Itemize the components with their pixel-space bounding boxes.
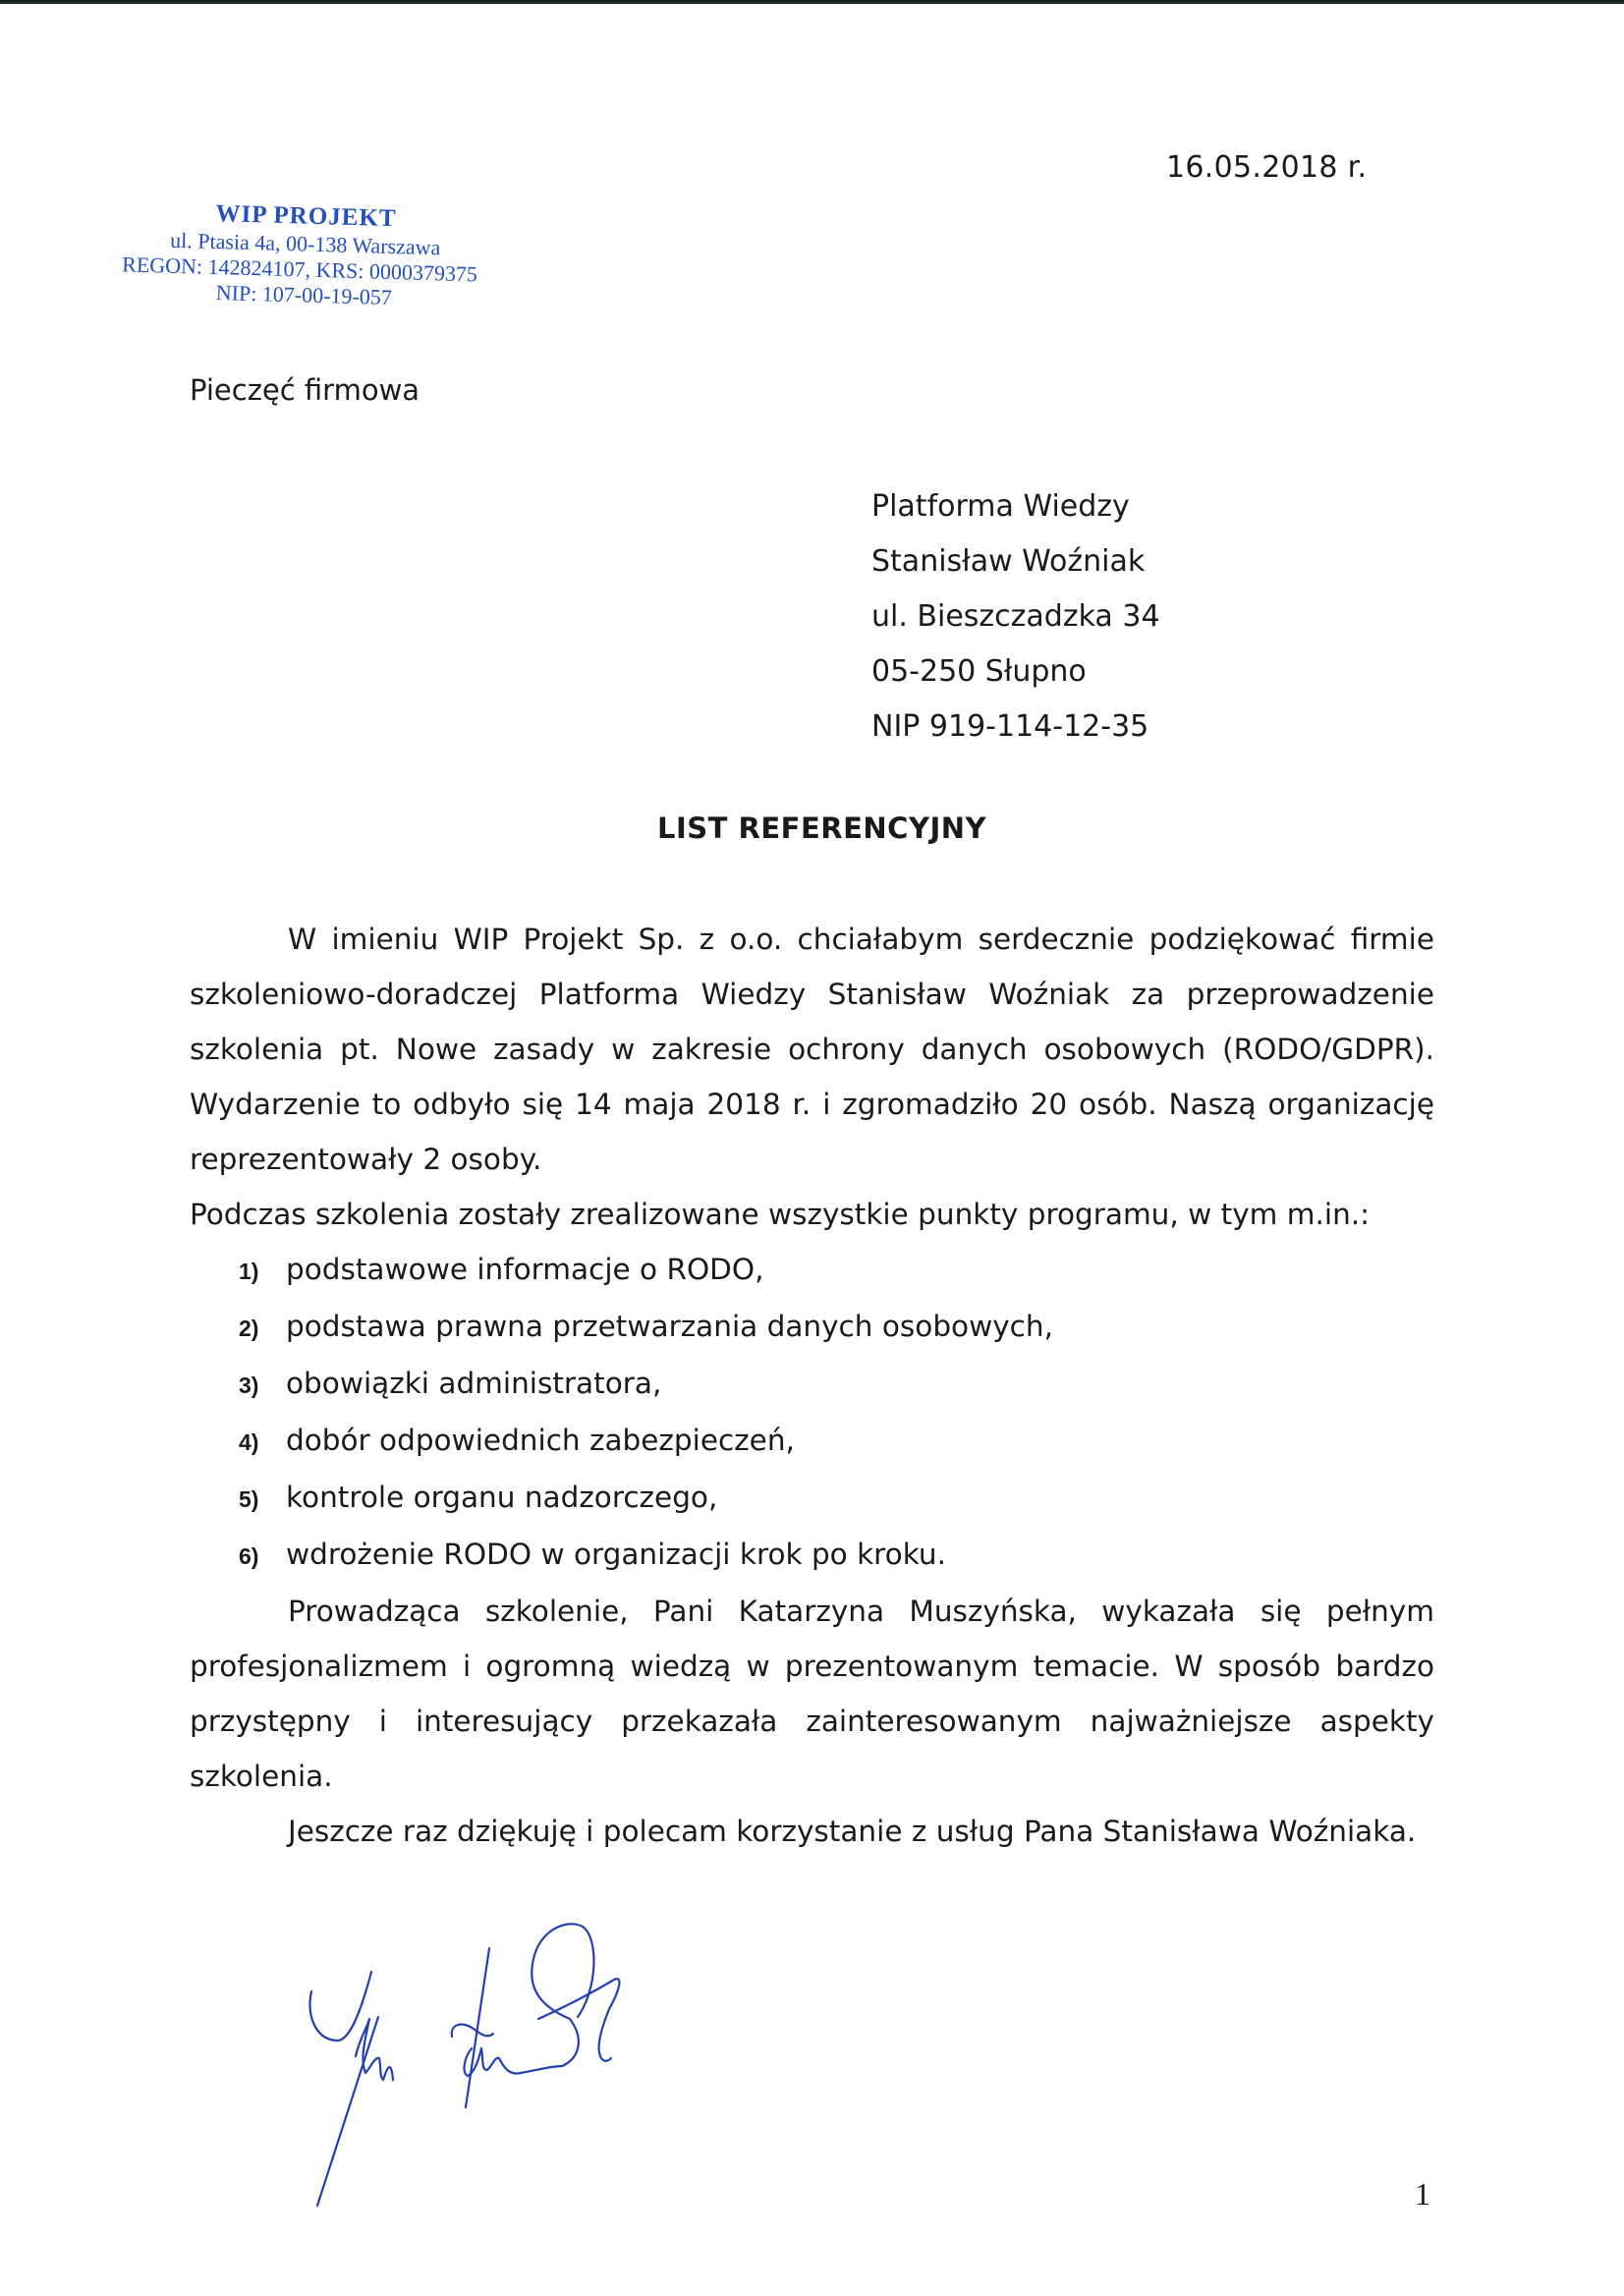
program-list xyxy=(190,1242,1434,1584)
list-item-number: 3) xyxy=(239,1372,259,1398)
document-title: LIST REFERENCYJNY xyxy=(656,812,987,845)
list-item-text: obowiązki administratora, xyxy=(286,1367,662,1400)
list-item-text: kontrole organu nadzorczego, xyxy=(286,1481,718,1514)
list-item-number: 4) xyxy=(239,1429,259,1455)
stamp-address: ul. Ptasia 4a, 00-138 Warszawa xyxy=(169,227,441,260)
recipient-address xyxy=(871,479,1160,755)
list-item-number: 6) xyxy=(239,1543,259,1569)
stamp-company-name: WIP PROJEKT xyxy=(215,200,397,233)
list-item-text: dobór odpowiednich zabezpieczeń, xyxy=(286,1424,795,1457)
paragraph-trainer: Prowadząca szkolenie, Pani Katarzyna Muszyńska, wykazała się pełnym profesjonalizmem i ogromną wiedzą w prezentowanym temacie. W sposób bardzo przystępny i interesujący przekazała zainteresowanym najważniejsze aspekty szkolenia. xyxy=(190,1595,1434,1793)
scan-edge xyxy=(0,0,1624,4)
handwritten-signature xyxy=(285,1901,678,2225)
recipient-line: Stanisław Woźniak xyxy=(871,544,1146,579)
stamp-nip: NIP: 107-00-19-057 xyxy=(215,280,393,310)
paragraph-intro: W imieniu WIP Projekt Sp. z o.o. chciałabym serdecznie podziękować firmie szkoleniowo-doradczej Platforma Wiedzy Stanisław Woźniak za przeprowadzenie szkolenia pt. Nowe zasady w zakresie ochrony danych osobowych (RODO/GDPR). Wydarzenie to odbyło się 14 maja 2018 r. i zgromadziło 20 osób. Naszą organizację reprezentowały 2 osoby. xyxy=(190,923,1434,1176)
list-item xyxy=(190,1356,1434,1413)
stamp-registry: REGON: 142824107, KRS: 0000379375 xyxy=(121,252,478,287)
letter-body xyxy=(190,912,1434,1859)
signature-icon xyxy=(285,1901,678,2225)
recipient-line: 05-250 Słupno xyxy=(871,654,1087,689)
recipient-line: ul. Bieszczadzka 34 xyxy=(871,599,1160,634)
letter-date: 16.05.2018 r. xyxy=(1166,150,1368,185)
company-stamp xyxy=(107,198,503,313)
recipient-line: Platforma Wiedzy xyxy=(871,489,1130,524)
list-item xyxy=(190,1527,1434,1584)
list-item-number: 5) xyxy=(239,1486,259,1512)
list-item-number: 1) xyxy=(239,1259,259,1284)
page-number: 1 xyxy=(1415,2176,1430,2212)
recipient-line: NIP 919-114-12-35 xyxy=(871,709,1149,744)
list-item-text: wdrożenie RODO w organizacji krok po kroku. xyxy=(286,1538,946,1571)
list-item xyxy=(190,1470,1434,1527)
list-item xyxy=(190,1413,1434,1470)
list-intro: Podczas szkolenia zostały zrealizowane wszystkie punkty programu, w tym m.in.: xyxy=(190,1198,1371,1231)
list-item xyxy=(190,1242,1434,1299)
list-item-text: podstawowe informacje o RODO, xyxy=(286,1253,764,1286)
list-item-number: 2) xyxy=(239,1316,259,1341)
list-item xyxy=(190,1299,1434,1356)
list-item-text: podstawa prawna przetwarzania danych osobowych, xyxy=(286,1310,1053,1343)
seal-label: Pieczęć firmowa xyxy=(190,373,420,407)
paragraph-recommendation: Jeszcze raz dziękuję i polecam korzystanie z usług Pana Stanisława Woźniaka. xyxy=(288,1815,1417,1848)
